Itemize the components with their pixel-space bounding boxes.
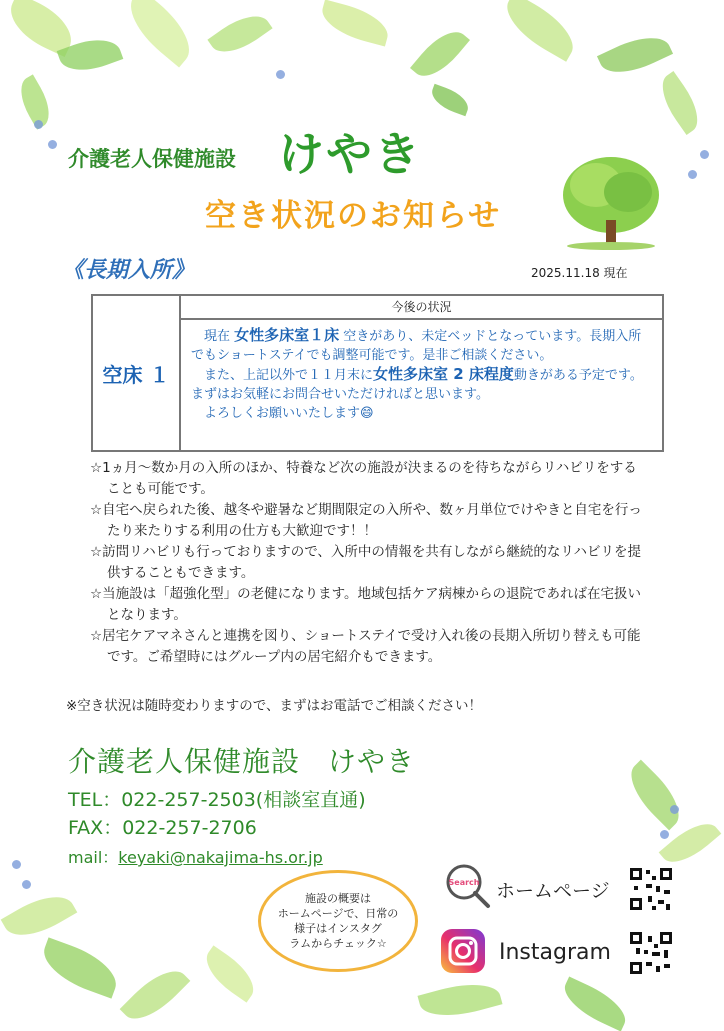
tree-illustration bbox=[556, 150, 666, 250]
header-facility-type: 介護老人保健施設 bbox=[68, 147, 236, 171]
vacancy-status-table bbox=[91, 294, 664, 452]
instagram-link[interactable]: Instagram bbox=[499, 940, 611, 965]
note-item: ☆訪問リハビリも行っておりますので、入所中の情報を共有しながら継続的なリハビリを提供することもできます。 bbox=[90, 544, 642, 581]
as-of-date: 2025.11.18 現在 bbox=[531, 266, 628, 280]
page-title: 空き状況のお知らせ bbox=[205, 198, 502, 234]
contact-facility-name bbox=[68, 740, 415, 780]
status-table-header: 今後の状況 bbox=[181, 296, 662, 320]
notes-list bbox=[90, 458, 650, 668]
email-prefix: mail： bbox=[68, 848, 119, 867]
status-text: 動きがある予定です。まずはお気軽にお問合せいただければと思います。 bbox=[191, 368, 643, 402]
status-text: 空きがあり、未定ベッドとなっています。長期入所でもショートステイでも調整可能です。是非ご相談ください。 bbox=[191, 329, 642, 363]
email-link[interactable]: keyaki@nakajima-hs.or.jp bbox=[118, 848, 323, 867]
email-line bbox=[68, 845, 323, 868]
homepage-qr-code-icon[interactable] bbox=[626, 864, 676, 914]
note-item: ☆自宅へ戻られた後、越冬や避暑など期間限定の入所や、数ヶ月単位でけやきと自宅を行ったり来たりする利用の仕方も大歓迎です！！ bbox=[90, 502, 642, 539]
search-magnifier-icon[interactable] bbox=[444, 862, 492, 910]
header-facility-name: けやき bbox=[278, 127, 422, 181]
note-item: ☆居宅ケアマネさんと連携を図り、ショートステイで受け入れ後の長期入所切り替えも可能です。ご希望時にはグループ内の居宅紹介もできます。 bbox=[90, 628, 641, 665]
availability-warning: ※空き状況は随時変わりますので、まずはお電話でご相談ください！ bbox=[66, 698, 483, 714]
status-text: また、上記以外で１１月末に bbox=[191, 368, 374, 383]
bubble-line-2: ホームページで、日常の bbox=[277, 907, 399, 920]
fax-number: FAX：022-257-2706 bbox=[68, 817, 257, 839]
bubble-line-3: 様子はインスタグ bbox=[294, 922, 382, 935]
status-highlight: 女性多床室１床 bbox=[234, 326, 340, 344]
search-badge-text: Search bbox=[448, 878, 480, 887]
section-label: 《長期入所》 bbox=[62, 258, 195, 283]
bubble-line-1: 施設の概要は bbox=[305, 892, 371, 905]
status-text: よろしくお願いいたします😄 bbox=[191, 406, 374, 421]
status-text: 現在 bbox=[191, 329, 235, 344]
note-item: ☆当施設は「超強化型」の老健になります。地域包括ケア病棟からの退院であれば在宅扱いとなります。 bbox=[90, 586, 642, 623]
instagram-qr-code-icon[interactable] bbox=[626, 928, 676, 978]
homepage-link[interactable]: ホームページ bbox=[496, 880, 610, 902]
note-item: ☆1ヵ月～数か月の入所のほか、特養など次の施設が決まるのを待ちながらリハビリをすることも可能です。 bbox=[90, 460, 637, 497]
vacancy-count: 空床 １ bbox=[93, 296, 181, 450]
phone-number[interactable]: TEL：022-257-2503(相談室直通) bbox=[68, 789, 366, 811]
info-bubble bbox=[258, 870, 418, 972]
status-description bbox=[191, 326, 654, 423]
contact-facility-type: 介護老人保健施設 bbox=[68, 745, 301, 778]
bubble-line-4: ラムからチェック☆ bbox=[289, 937, 387, 950]
instagram-icon[interactable] bbox=[440, 928, 486, 974]
contact-facility-short-name: けやき bbox=[328, 745, 416, 778]
status-highlight: 女性多床室 2 床程度 bbox=[373, 365, 514, 383]
